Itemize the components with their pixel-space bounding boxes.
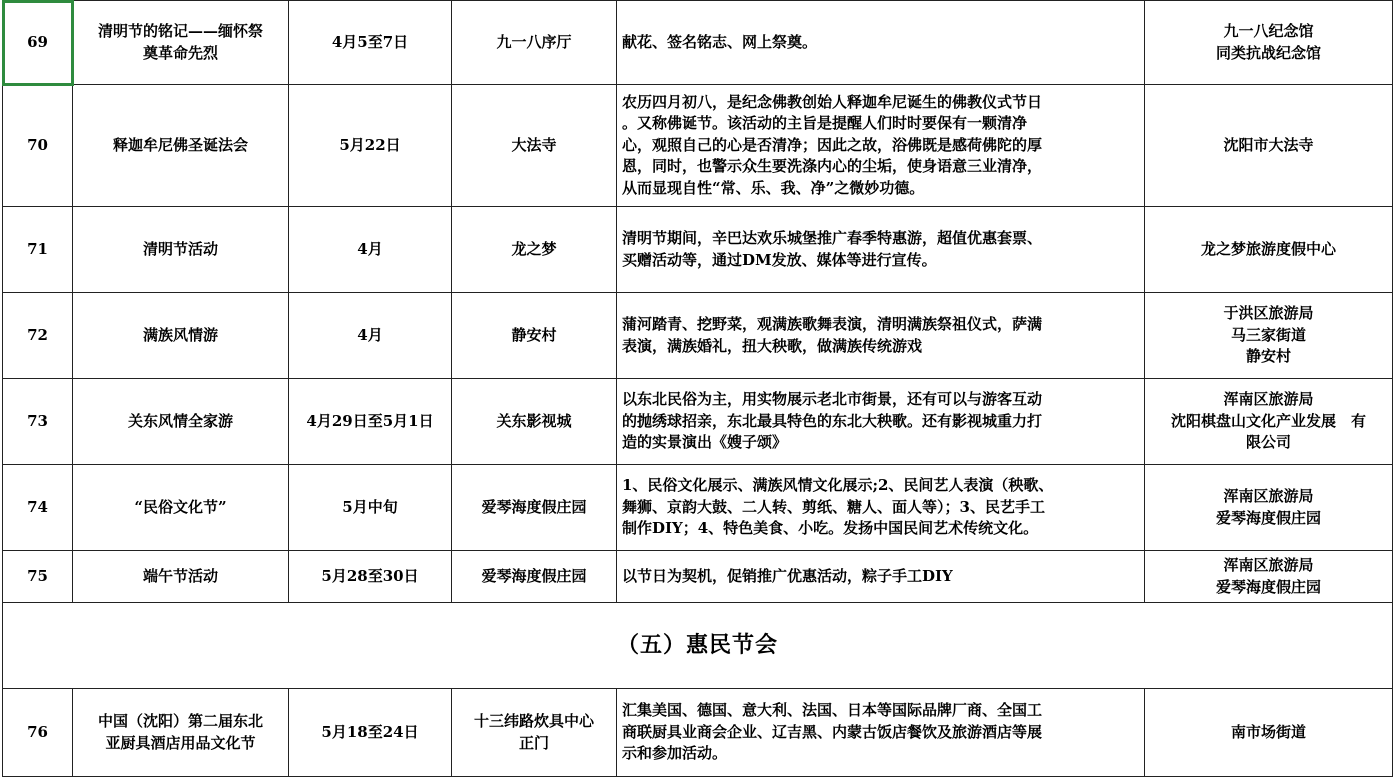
event-place-cell[interactable] bbox=[452, 379, 617, 465]
event-name-cell[interactable] bbox=[73, 293, 289, 379]
row-number-cell-line: 76 bbox=[27, 722, 48, 741]
event-place-cell[interactable] bbox=[452, 1, 617, 85]
organizer-cell-line: 九一八纪念馆 bbox=[1223, 22, 1314, 40]
event-description-cell-line: 献花、签名铭志、网上祭奠。 bbox=[622, 32, 818, 51]
row-number-cell-line: 74 bbox=[27, 497, 48, 516]
event-name-cell-line: 中国（沈阳）第二届东北 bbox=[97, 712, 263, 730]
event-description-cell-line: 表演，满族婚礼，扭大秧歌，做满族传统游戏 bbox=[622, 336, 923, 355]
event-date-cell[interactable] bbox=[289, 379, 452, 465]
event-date-cell-line: 5月18至24日 bbox=[321, 722, 419, 741]
event-date-cell[interactable] bbox=[289, 293, 452, 379]
event-date-cell[interactable] bbox=[289, 1, 452, 85]
event-place-cell[interactable] bbox=[452, 551, 617, 603]
event-date-cell[interactable] bbox=[289, 207, 452, 293]
event-name-cell[interactable] bbox=[73, 689, 289, 777]
table-row bbox=[3, 207, 1393, 293]
event-description-cell[interactable] bbox=[617, 1, 1145, 85]
event-place-cell-line: 龙之梦 bbox=[511, 239, 557, 258]
organizer-cell-line: 浑南区旅游局 bbox=[1223, 390, 1314, 409]
event-description-cell-line: 商联厨具业商会企业、辽吉黑、内蒙古饭店餐饮及旅游酒店等展 bbox=[622, 722, 1043, 741]
event-description-cell-line: 蒲河踏青、挖野菜，观满族歌舞表演，清明满族祭祖仪式，萨满 bbox=[622, 315, 1043, 333]
event-date-cell-line: 4月 bbox=[357, 239, 383, 258]
organizer-cell[interactable] bbox=[1145, 85, 1393, 207]
event-name-cell-line: 释迦牟尼佛圣诞法会 bbox=[112, 135, 248, 154]
row-number-cell[interactable] bbox=[3, 293, 73, 379]
organizer-cell-line: 爱琴海度假庄园 bbox=[1215, 508, 1321, 527]
event-description-cell[interactable] bbox=[617, 207, 1145, 293]
event-date-cell-line: 5月28至30日 bbox=[321, 566, 419, 585]
event-name-cell-line: 清明节活动 bbox=[142, 239, 218, 258]
event-place-cell-line: 正门 bbox=[518, 733, 549, 752]
event-name-cell-line: 奠革命先烈 bbox=[142, 43, 218, 62]
event-description-cell-line: 买赠活动等，通过DM发放、媒体等进行宣传。 bbox=[622, 250, 937, 269]
event-name-cell[interactable] bbox=[73, 1, 289, 85]
event-name-cell[interactable] bbox=[73, 551, 289, 603]
event-place-cell-line: 爱琴海度假庄园 bbox=[481, 497, 587, 516]
event-name-cell[interactable] bbox=[73, 465, 289, 551]
section-title[interactable]: （五）惠民节会 bbox=[3, 603, 1393, 689]
event-place-cell-line: 大法寺 bbox=[511, 135, 557, 154]
event-place-cell-line: 九一八序厅 bbox=[496, 32, 572, 51]
event-place-cell[interactable] bbox=[452, 689, 617, 777]
event-date-cell-line: 5月22日 bbox=[339, 135, 401, 154]
organizer-cell-line: 沈阳市大法寺 bbox=[1223, 135, 1314, 154]
event-description-cell[interactable] bbox=[617, 293, 1145, 379]
table-row bbox=[3, 85, 1393, 207]
organizer-cell-line: 爱琴海度假庄园 bbox=[1215, 577, 1321, 596]
event-description-cell[interactable] bbox=[617, 85, 1145, 207]
event-description-cell-line: 制作DIY；4、特色美食、小吃。发扬中国民间艺术传统文化。 bbox=[622, 519, 1039, 538]
event-date-cell[interactable] bbox=[289, 85, 452, 207]
row-number-cell[interactable] bbox=[3, 465, 73, 551]
organizer-cell-line: 于洪区旅游局 bbox=[1223, 304, 1314, 323]
event-description-cell-line: 舞狮、京韵大鼓、二人转、剪纸、糖人、面人等）；3、民艺手工 bbox=[622, 497, 1045, 516]
organizer-cell-line: 浑南区旅游局 bbox=[1223, 556, 1314, 574]
organizer-cell-line: 同类抗战纪念馆 bbox=[1215, 43, 1321, 62]
event-name-cell[interactable] bbox=[73, 379, 289, 465]
table-row bbox=[3, 379, 1393, 465]
organizer-cell-line: 静安村 bbox=[1245, 347, 1291, 366]
event-name-cell-line: 端午节活动 bbox=[142, 566, 218, 585]
organizer-cell[interactable] bbox=[1145, 1, 1393, 85]
row-number-cell-line: 71 bbox=[27, 239, 48, 258]
event-description-cell-line: 1、民俗文化展示、满族风情文化展示;2、民间艺人表演（秧歌、 bbox=[622, 476, 1054, 495]
section-row bbox=[3, 603, 1393, 689]
row-number-cell-line: 75 bbox=[27, 566, 48, 585]
event-place-cell-line: 十三纬路炊具中心 bbox=[473, 712, 594, 730]
organizer-cell-line: 限公司 bbox=[1245, 433, 1291, 452]
table-row bbox=[3, 465, 1393, 551]
row-number-cell-line: 72 bbox=[27, 325, 48, 344]
event-description-cell[interactable] bbox=[617, 379, 1145, 465]
organizer-cell-line: 龙之梦旅游度假中心 bbox=[1200, 239, 1336, 258]
event-description-cell-line: 的抛绣球招亲，东北最具特色的东北大秧歌。还有影视城重力打 bbox=[622, 411, 1043, 430]
organizer-cell-line: 马三家街道 bbox=[1230, 325, 1306, 344]
organizer-cell-line: 浑南区旅游局 bbox=[1223, 487, 1314, 505]
organizer-cell[interactable] bbox=[1145, 551, 1393, 603]
event-name-cell-line: 亚厨具酒店用品文化节 bbox=[105, 733, 256, 752]
table-row bbox=[3, 689, 1393, 777]
event-description-cell-line: 农历四月初八，是纪念佛教创始人释迦牟尼诞生的佛教仪式节日 bbox=[622, 92, 1043, 111]
event-date-cell-line: 4月5至7日 bbox=[331, 32, 409, 51]
event-description-cell-line: 造的实景演出《嫂子颂》 bbox=[622, 433, 788, 452]
row-number-cell-line: 73 bbox=[27, 411, 48, 430]
table-row bbox=[3, 551, 1393, 603]
row-number-cell[interactable] bbox=[3, 207, 73, 293]
event-place-cell-line: 爱琴海度假庄园 bbox=[481, 566, 587, 585]
event-description-cell-line: 心，观照自己的心是否清净；因此之故，浴佛既是感荷佛陀的厚 bbox=[622, 135, 1043, 154]
event-date-cell-line: 5月中旬 bbox=[342, 497, 398, 516]
table-row bbox=[3, 1, 1393, 85]
organizer-cell-line: 沈阳棋盘山文化产业发展 有 bbox=[1170, 411, 1366, 430]
organizer-cell[interactable] bbox=[1145, 207, 1393, 293]
organizer-cell[interactable] bbox=[1145, 465, 1393, 551]
event-place-cell[interactable] bbox=[452, 207, 617, 293]
row-number-cell-line: 69 bbox=[27, 32, 48, 51]
event-name-cell-line: 满族风情游 bbox=[142, 325, 218, 344]
event-date-cell[interactable] bbox=[289, 465, 452, 551]
event-description-cell-line: 以节日为契机，促销推广优惠活动，粽子手工DIY bbox=[622, 566, 953, 585]
event-description-cell[interactable] bbox=[617, 551, 1145, 603]
organizer-cell-line: 南市场街道 bbox=[1230, 722, 1306, 741]
event-date-cell[interactable] bbox=[289, 551, 452, 603]
event-description-cell-line: 示和参加活动。 bbox=[622, 744, 728, 763]
row-number-cell[interactable] bbox=[3, 689, 73, 777]
row-number-cell[interactable] bbox=[3, 379, 73, 465]
event-date-cell-line: 4月 bbox=[357, 325, 383, 344]
event-name-cell[interactable] bbox=[73, 85, 289, 207]
event-description-cell[interactable] bbox=[617, 689, 1145, 777]
event-description-cell-line: 以东北民俗为主，用实物展示老北市街景，还有可以与游客互动 bbox=[622, 390, 1043, 409]
table-row bbox=[3, 293, 1393, 379]
organizer-cell[interactable] bbox=[1145, 379, 1393, 465]
event-name-cell-line: “民俗文化节” bbox=[134, 497, 227, 516]
event-name-cell-line: 关东风情全家游 bbox=[127, 411, 233, 430]
event-description-cell-line: 从而显现自性“常、乐、我、净”之微妙功德。 bbox=[622, 178, 925, 197]
event-place-cell-line: 关东影视城 bbox=[496, 411, 572, 430]
event-place-cell-line: 静安村 bbox=[511, 325, 557, 344]
event-name-cell[interactable] bbox=[73, 207, 289, 293]
event-description-cell-line: 恩，同时，也警示众生要洗涤内心的尘垢，使身语意三业清净， bbox=[622, 157, 1043, 176]
events-table bbox=[2, 0, 1393, 777]
event-place-cell[interactable] bbox=[452, 465, 617, 551]
row-number-cell[interactable] bbox=[3, 85, 73, 207]
event-name-cell-line: 清明节的铭记——缅怀祭 bbox=[97, 22, 263, 40]
row-number-cell[interactable] bbox=[3, 551, 73, 603]
row-number-cell-line: 70 bbox=[27, 135, 48, 154]
event-description-cell[interactable] bbox=[617, 465, 1145, 551]
row-number-cell[interactable] bbox=[3, 1, 73, 85]
event-date-cell-line: 4月29日至5月1日 bbox=[306, 411, 434, 430]
event-description-cell-line: 清明节期间，辛巴达欢乐城堡推广春季特惠游，超值优惠套票、 bbox=[622, 229, 1043, 247]
event-description-cell-line: 。又称佛诞节。该活动的主旨是提醒人们时时要保有一颗清净 bbox=[622, 114, 1028, 133]
event-description-cell-line: 汇集美国、德国、意大利、法国、日本等国际品牌厂商、全国工 bbox=[622, 701, 1043, 720]
event-place-cell[interactable] bbox=[452, 85, 617, 207]
organizer-cell[interactable] bbox=[1145, 689, 1393, 777]
organizer-cell[interactable] bbox=[1145, 293, 1393, 379]
event-place-cell[interactable] bbox=[452, 293, 617, 379]
event-date-cell[interactable] bbox=[289, 689, 452, 777]
